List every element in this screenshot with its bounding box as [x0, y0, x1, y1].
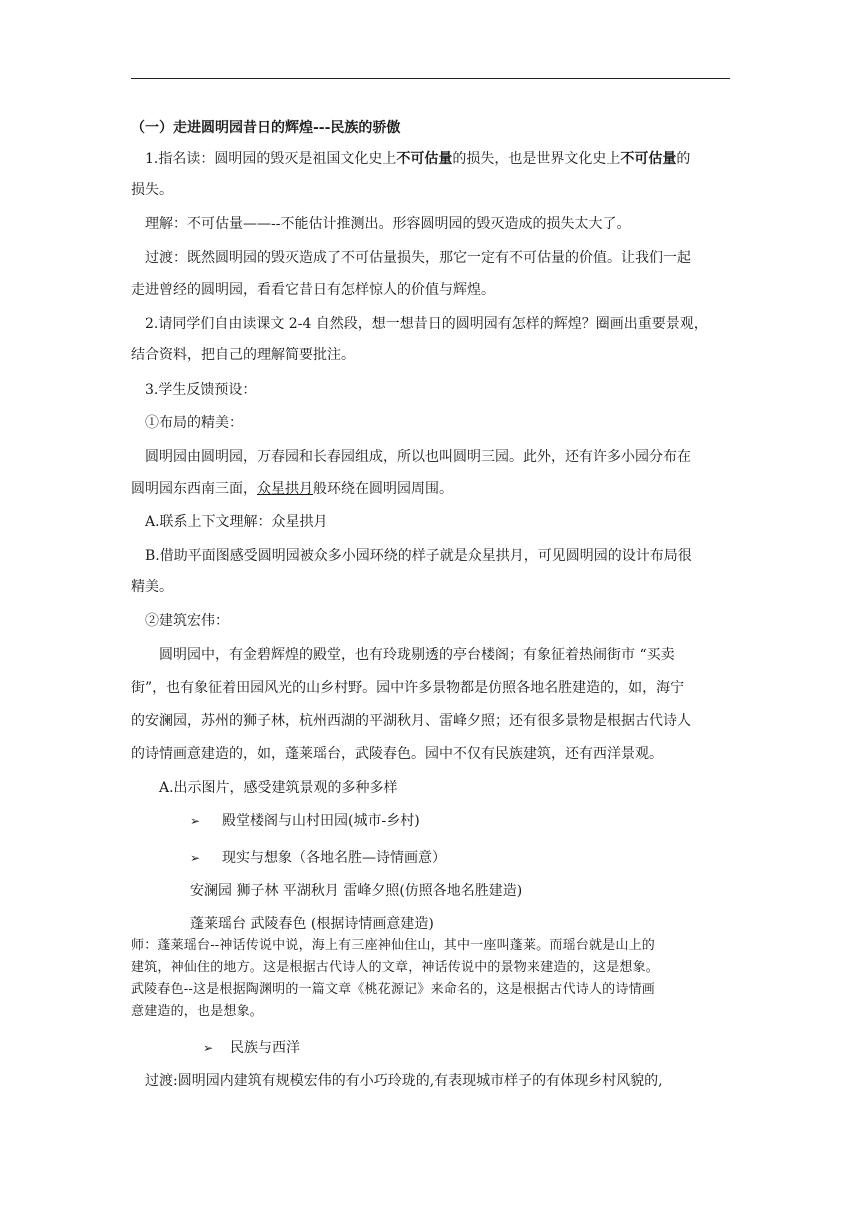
section-heading: （一）走进圆明园昔日的辉煌---民族的骄傲	[131, 120, 401, 136]
paragraph-1-line-1: 1.指名读：圆明园的毁灭是祖国文化史上不可估量的损失，也是世界文化史上不可估量的	[145, 151, 691, 167]
arrow-bullet-icon: ➢	[190, 851, 201, 865]
paragraph-2-line-1: 2.请同学们自由读课文 2-4 自然段，想一想昔日的圆明园有怎样的辉煌？圈画出重要景观，	[145, 316, 708, 332]
architecture-text-line-2: 街”，也有象征着田园风光的山乡村野。园中许多景物都是仿照各地名胜建造的，如，海宁	[131, 680, 685, 696]
paragraph-3: 3.学生反馈预设：	[145, 382, 257, 398]
header-rule	[131, 78, 730, 79]
architecture-item-a: A.出示图片，感受建筑景观的多种多样	[159, 780, 398, 796]
architecture-text-line-4: 的诗情画意建造的，如，蓬莱瑶台，武陵春色。园中不仅有民族建筑，还有西洋景观。	[131, 746, 663, 762]
arrow-bullet-icon: ➢	[203, 1041, 214, 1055]
understanding-note: 理解：不可估量——--不能估计推测出。形容圆明园的毁灭造成的损失太大了。	[145, 216, 631, 232]
architecture-text-line-3: 的安澜园，苏州的狮子林，杭州西湖的平湖秋月、雷峰夕照；还有很多景物是根据古代诗人	[131, 713, 691, 729]
transition-1-line-2: 走进曾经的圆明园，看看它昔日有怎样惊人的价值与辉煌。	[131, 282, 495, 298]
architecture-title: ②建筑宏伟：	[145, 613, 229, 629]
bullet-3: 民族与西洋	[230, 1040, 300, 1056]
teacher-note-line-2: 建筑，神仙住的地方。这是根据古代诗人的文章，神话传说中的景物来建造的，这是想象。	[131, 960, 660, 975]
transition-2: 过渡:圆明园内建筑有规模宏伟的有小巧玲珑的,有表现城市样子的有体现乡村风貌的,	[145, 1073, 663, 1089]
item-b-line-2: 精美。	[131, 579, 173, 595]
paragraph-2-line-2: 结合资料，把自己的理解简要批注。	[131, 347, 355, 363]
teacher-note-line-1: 师：蓬莱瑶台--神话传说中说，海上有三座神仙住山，其中一座叫蓬莱。而瑶台就是山上的	[131, 938, 655, 953]
scenic-list-2: 蓬莱瑶台 武陵春色 (根据诗情画意建造)	[190, 916, 434, 932]
layout-text-line-2: 圆明园东西南三面，众星拱月般环绕在圆明园周围。	[131, 481, 453, 497]
architecture-text-line-1: 圆明园中，有金碧辉煌的殿堂，也有玲珑剔透的亭台楼阁；有象征着热闹街市 “买卖	[159, 647, 675, 663]
item-a: A.联系上下文理解：众星拱月	[145, 514, 328, 530]
layout-text-line-1: 圆明园由圆明园，万春园和长春园组成，所以也叫圆明三园。此外，还有许多小园分布在	[145, 449, 691, 465]
transition-1-line-1: 过渡：既然圆明园的毁灭造成了不可估量损失，那它一定有不可估量的价值。让我们一起	[145, 250, 691, 266]
item-b-line-1: B.借助平面图感受圆明园被众多小园环绕的样子就是众星拱月，可见圆明园的设计布局很	[145, 548, 692, 564]
arrow-bullet-icon: ➢	[190, 814, 201, 828]
teacher-note-line-3: 武陵春色--这是根据陶渊明的一篇文章《桃花源记》来命名的，这是根据古代诗人的诗情画	[131, 982, 655, 997]
layout-title: ①布局的精美：	[145, 415, 243, 431]
teacher-note-line-4: 意建造的，也是想象。	[131, 1004, 264, 1019]
bullet-2: 现实与想象（各地名胜—诗情画意）	[222, 850, 446, 866]
paragraph-1-line-2: 损失。	[131, 182, 173, 198]
bullet-1: 殿堂楼阁与山村田园(城市-乡村)	[222, 813, 420, 829]
underlined-phrase: 众星拱月	[257, 481, 313, 497]
scenic-list-1: 安澜园 狮子林 平湖秋月 雷峰夕照(仿照各地名胜建造)	[190, 883, 523, 899]
